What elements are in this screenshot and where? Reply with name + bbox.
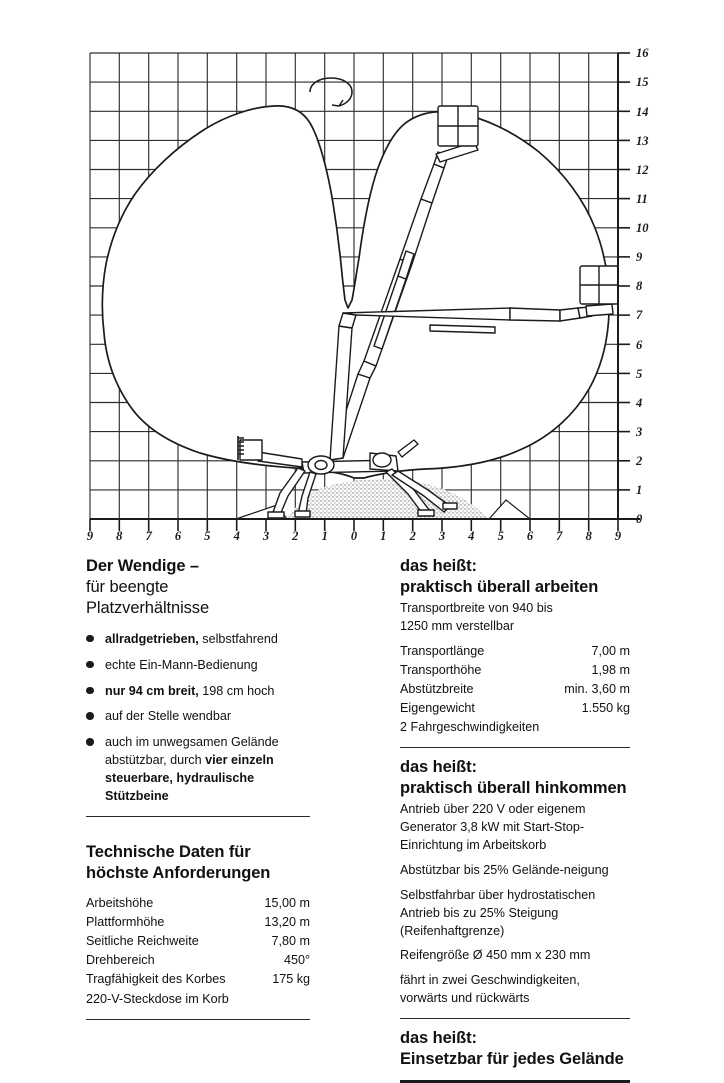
technical-data-heading — [86, 842, 310, 884]
list-item — [86, 683, 310, 701]
right-block-hinkommen — [400, 757, 630, 1019]
technical-data-table — [86, 894, 310, 1009]
svg-text:2: 2 — [292, 529, 299, 540]
drive-para-3: Reifengröße Ø 450 mm x 230 mm — [400, 948, 591, 963]
left-heading-line3: Platzverhältnisse — [86, 598, 210, 617]
svg-text:11: 11 — [636, 192, 648, 206]
svg-text:9: 9 — [636, 250, 643, 264]
svg-text:7: 7 — [556, 529, 563, 540]
svg-text:7: 7 — [636, 308, 643, 322]
svg-text:3: 3 — [262, 529, 270, 540]
table-row — [400, 680, 630, 699]
svg-text:16: 16 — [636, 46, 649, 60]
svg-text:6: 6 — [526, 529, 534, 540]
svg-text:1: 1 — [636, 483, 643, 497]
left-heading-line2: für beengte — [86, 577, 169, 596]
left-divider — [86, 816, 310, 817]
transport-width-line2: 1250 mm verstellbar — [400, 618, 515, 633]
svg-text:8: 8 — [636, 279, 643, 293]
table-row — [86, 894, 310, 913]
svg-text:6: 6 — [636, 338, 643, 352]
bullet-text-2: 198 cm hoch — [198, 683, 275, 698]
svg-text:0: 0 — [350, 529, 358, 540]
bullet-text-4: auch im unwegsamen Gelände abstützbar, durch — [105, 735, 279, 768]
svg-text:15: 15 — [636, 75, 649, 89]
tech-key-3: Drehbereich — [86, 953, 155, 968]
table-row — [400, 699, 630, 718]
feature-bullet-list — [86, 631, 310, 806]
table-row — [86, 990, 310, 1009]
tech-value-3: 450° — [283, 953, 310, 968]
bullet-bold-0: allradgetrieben, — [105, 631, 199, 646]
svg-text:12: 12 — [636, 163, 649, 177]
bullet-dot-icon — [86, 635, 94, 643]
list-item — [86, 657, 310, 675]
svg-text:3: 3 — [636, 425, 643, 439]
list-item — [86, 734, 310, 806]
drive-para-0: Antrieb über 220 V oder eigenem Generator 3,8 kW mit Start-Stop-Einrichtung im Arbeitskorb — [400, 802, 586, 853]
tech-key-1: Plattformhöhe — [86, 915, 165, 930]
tech-heading-line1: Technische Daten für — [86, 843, 251, 861]
tech-key-0: Arbeitshöhe — [86, 895, 154, 910]
svg-text:3: 3 — [438, 529, 446, 540]
svg-text:9: 9 — [86, 529, 94, 540]
r1-key-3: Eigengewicht — [400, 701, 475, 716]
technical-data-divider — [86, 1019, 310, 1020]
right-divider-3 — [400, 1080, 630, 1083]
svg-text:4: 4 — [233, 529, 240, 540]
right-heading-1 — [400, 556, 630, 598]
right-column — [400, 556, 630, 1083]
bullet-text-1: echte Ein-Mann-Bedienung — [105, 657, 258, 672]
svg-text:4: 4 — [468, 529, 475, 540]
bullet-dot-icon — [86, 687, 94, 695]
r1-value-1: 1,98 m — [591, 662, 630, 677]
bullet-dot-icon — [86, 738, 94, 746]
right-head1-line1: das heißt: — [400, 557, 477, 575]
svg-text:1: 1 — [380, 529, 387, 540]
table-row — [400, 642, 630, 661]
tech-heading-line2: höchste Anforderungen — [86, 863, 271, 882]
r1-value-0: 7,00 m — [591, 643, 630, 658]
transport-data-table — [400, 642, 630, 738]
right-divider-1 — [400, 747, 630, 748]
svg-text:1: 1 — [321, 529, 328, 540]
svg-text:4: 4 — [636, 396, 643, 410]
y-axis-tick-labels — [635, 46, 649, 526]
left-heading — [86, 556, 310, 619]
svg-text:9: 9 — [614, 529, 622, 540]
table-row — [86, 932, 310, 951]
r1-key-1: Transporthöhe — [400, 662, 482, 677]
bullet-text-0: selbstfahrend — [198, 631, 278, 646]
list-item — [86, 631, 310, 649]
table-row — [400, 718, 630, 737]
tech-key-5: 220-V-Steckdose im Korb — [86, 991, 229, 1006]
bullet-dot-icon — [86, 712, 94, 720]
transport-width-line1: Transportbreite von 940 bis — [400, 600, 553, 615]
work-envelope-diagram — [40, 28, 684, 540]
right-head1-line2: praktisch überall arbeiten — [400, 577, 599, 596]
tech-value-0: 15,00 m — [264, 895, 310, 910]
svg-text:0: 0 — [636, 512, 643, 526]
table-row — [86, 951, 310, 970]
tech-key-4: Tragfähigkeit des Korbes — [86, 972, 226, 987]
table-row — [86, 970, 310, 989]
right-head2-line2: praktisch überall hinkommen — [400, 779, 627, 798]
right-head3-line2: Einsetzbar für jedes Gelände — [400, 1049, 624, 1068]
svg-text:2: 2 — [636, 454, 643, 468]
r1-value-2: min. 3,60 m — [564, 681, 630, 696]
right-head2-line1: das heißt: — [400, 758, 477, 777]
drive-para-1: Abstützbar bis 25% Gelände-neigung — [400, 862, 609, 877]
bullet-bold-2: nur 94 cm breit, — [105, 683, 199, 698]
right-heading-2 — [400, 757, 630, 799]
right-divider-2 — [400, 1018, 630, 1019]
right-block-gelaende — [400, 1028, 630, 1083]
svg-text:5: 5 — [636, 367, 643, 381]
table-row — [400, 661, 630, 680]
r1-key-0: Transportlänge — [400, 643, 485, 658]
right-head3-line1: das heißt: — [400, 1029, 477, 1048]
right-heading-3 — [400, 1028, 630, 1070]
svg-text:6: 6 — [174, 529, 182, 540]
tech-value-4: 175 kg — [272, 972, 310, 987]
svg-text:14: 14 — [636, 105, 649, 119]
technical-data-block — [86, 842, 310, 1020]
transport-width-note — [400, 600, 630, 636]
tech-key-2: Seitliche Reichweite — [86, 934, 199, 949]
tech-value-2: 7,80 m — [271, 934, 310, 949]
list-item — [86, 708, 310, 726]
drive-para-2: Selbstfahrbar über hydrostatischen Antrieb bis zu 25% Steigung (Reifenhaftgrenze) — [400, 887, 596, 938]
svg-text:5: 5 — [204, 529, 211, 540]
svg-text:5: 5 — [497, 529, 504, 540]
drive-para-4: fährt in zwei Geschwindigkeiten, vorwärts und rückwärts — [400, 973, 580, 1006]
table-row — [86, 913, 310, 932]
tech-value-1: 13,20 m — [264, 915, 310, 930]
left-column — [86, 556, 310, 817]
svg-text:2: 2 — [409, 529, 416, 540]
r1-key-4: 2 Fahrgeschwindigkeiten — [400, 720, 540, 735]
svg-text:13: 13 — [636, 134, 649, 148]
bullet-text-3: auf der Stelle wendbar — [105, 709, 232, 724]
r1-value-3: 1.550 kg — [581, 701, 630, 716]
left-heading-line1: Der Wendige – — [86, 557, 200, 575]
x-axis-tick-labels — [87, 529, 622, 540]
svg-text:10: 10 — [636, 221, 649, 235]
bullet-bold-4: vier einzeln steuerbare, hydraulische Stützbeine — [105, 753, 274, 803]
svg-text:7: 7 — [145, 529, 152, 540]
r1-key-2: Abstützbreite — [400, 681, 474, 696]
right-block-arbeiten — [400, 556, 630, 748]
bullet-dot-icon — [86, 661, 94, 669]
svg-text:8: 8 — [585, 529, 592, 540]
svg-text:8: 8 — [116, 529, 123, 540]
